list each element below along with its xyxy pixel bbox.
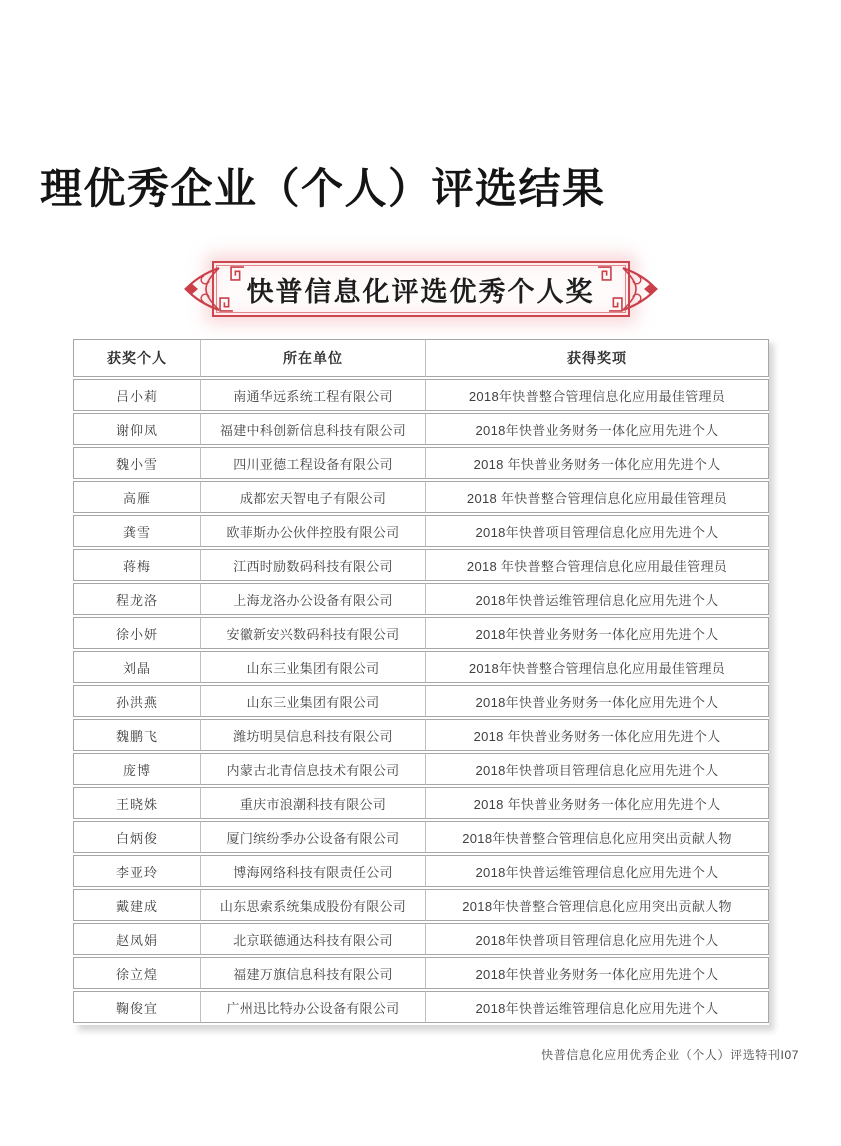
square-spiral-icon — [597, 266, 612, 281]
col-header-winner: 获奖个人 — [73, 339, 201, 377]
table-row — [73, 787, 769, 819]
table-row — [73, 515, 769, 547]
cell-award: 2018年快普运维管理信息化应用先进个人 — [426, 855, 769, 887]
cell-award: 2018年快普业务财务一体化应用先进个人 — [426, 413, 769, 445]
awards-table-body — [73, 379, 769, 1023]
square-spiral-icon — [230, 266, 245, 281]
table-row — [73, 753, 769, 785]
table-row — [73, 379, 769, 411]
banner-label: 快普信息化评选优秀个人奖 — [246, 276, 595, 307]
col-header-award: 获得奖项 — [426, 339, 769, 377]
table-row — [73, 481, 769, 513]
cell-name: 魏小雪 — [73, 447, 201, 479]
cell-name: 徐立煌 — [73, 957, 201, 989]
cell-award: 2018 年快普整合管理信息化应用最佳管理员 — [426, 481, 769, 513]
cell-award: 2018年快普业务财务一体化应用先进个人 — [426, 685, 769, 717]
table-row — [73, 991, 769, 1023]
table-row — [73, 855, 769, 887]
cell-company: 潍坊明昊信息科技有限公司 — [201, 719, 426, 751]
table-row — [73, 957, 769, 989]
award-banner — [212, 261, 630, 317]
cell-name: 吕小莉 — [73, 379, 201, 411]
table-row — [73, 413, 769, 445]
table-header-row — [73, 339, 769, 377]
cell-company: 四川亚德工程设备有限公司 — [201, 447, 426, 479]
cell-company: 北京联德通达科技有限公司 — [201, 923, 426, 955]
cell-company: 博海网络科技有限责任公司 — [201, 855, 426, 887]
cell-award: 2018年快普整合管理信息化应用最佳管理员 — [426, 651, 769, 683]
cell-company: 山东思索系统集成股份有限公司 — [201, 889, 426, 921]
cell-award: 2018年快普整合管理信息化应用突出贡献人物 — [426, 821, 769, 853]
table-row — [73, 923, 769, 955]
cell-company: 厦门缤纷季办公设备有限公司 — [201, 821, 426, 853]
cell-award: 2018年快普项目管理信息化应用先进个人 — [426, 515, 769, 547]
cell-award: 2018年快普整合管理信息化应用突出贡献人物 — [426, 889, 769, 921]
cell-name: 鞠俊宜 — [73, 991, 201, 1023]
cell-award: 2018年快普整合管理信息化应用最佳管理员 — [426, 379, 769, 411]
cell-name: 孙洪燕 — [73, 685, 201, 717]
cell-name: 龚雪 — [73, 515, 201, 547]
table-row — [73, 651, 769, 683]
cell-name: 蒋梅 — [73, 549, 201, 581]
cell-company: 福建中科创新信息科技有限公司 — [201, 413, 426, 445]
cell-company: 成都宏天智电子有限公司 — [201, 481, 426, 513]
cell-award: 2018 年快普整合管理信息化应用最佳管理员 — [426, 549, 769, 581]
cell-name: 谢仰凤 — [73, 413, 201, 445]
table-row — [73, 685, 769, 717]
award-banner-frame — [212, 261, 630, 317]
footer-page-note: 快普信息化应用优秀企业（个人）评选特刊I07 — [541, 1048, 799, 1062]
cell-name: 高雁 — [73, 481, 201, 513]
table-row — [73, 447, 769, 479]
page-title: 理优秀企业（个人）评选结果 — [40, 165, 606, 212]
cell-company: 南通华远系统工程有限公司 — [201, 379, 426, 411]
cell-company: 欧菲斯办公伙伴控股有限公司 — [201, 515, 426, 547]
cell-award: 2018年快普运维管理信息化应用先进个人 — [426, 583, 769, 615]
cell-company: 广州迅比特办公设备有限公司 — [201, 991, 426, 1023]
table-row — [73, 583, 769, 615]
cell-award: 2018年快普业务财务一体化应用先进个人 — [426, 617, 769, 649]
cell-company: 山东三业集团有限公司 — [201, 651, 426, 683]
cell-company: 福建万旗信息科技有限公司 — [201, 957, 426, 989]
cell-name: 李亚玲 — [73, 855, 201, 887]
table-row — [73, 617, 769, 649]
cell-award: 2018 年快普业务财务一体化应用先进个人 — [426, 719, 769, 751]
table-row — [73, 821, 769, 853]
cell-name: 白炳俊 — [73, 821, 201, 853]
cell-company: 山东三业集团有限公司 — [201, 685, 426, 717]
scroll-flourish-icon — [620, 261, 660, 317]
scroll-flourish-icon — [182, 261, 222, 317]
square-spiral-icon — [219, 297, 234, 312]
cell-award: 2018 年快普业务财务一体化应用先进个人 — [426, 787, 769, 819]
cell-name: 戴建成 — [73, 889, 201, 921]
cell-company: 重庆市浪潮科技有限公司 — [201, 787, 426, 819]
cell-company: 江西时励数码科技有限公司 — [201, 549, 426, 581]
cell-name: 魏鹏飞 — [73, 719, 201, 751]
cell-name: 徐小妍 — [73, 617, 201, 649]
cell-award: 2018年快普运维管理信息化应用先进个人 — [426, 991, 769, 1023]
cell-award: 2018 年快普业务财务一体化应用先进个人 — [426, 447, 769, 479]
cell-name: 王晓姝 — [73, 787, 201, 819]
awards-table — [73, 337, 769, 1025]
table-row — [73, 719, 769, 751]
cell-name: 刘晶 — [73, 651, 201, 683]
cell-company: 上海龙洛办公设备有限公司 — [201, 583, 426, 615]
cell-name: 赵凤娟 — [73, 923, 201, 955]
awards-table-container — [73, 337, 769, 1025]
table-row — [73, 549, 769, 581]
cell-award: 2018年快普业务财务一体化应用先进个人 — [426, 957, 769, 989]
cell-award: 2018年快普项目管理信息化应用先进个人 — [426, 923, 769, 955]
cell-company: 安徽新安兴数码科技有限公司 — [201, 617, 426, 649]
cell-award: 2018年快普项目管理信息化应用先进个人 — [426, 753, 769, 785]
cell-company: 内蒙古北青信息技术有限公司 — [201, 753, 426, 785]
cell-name: 庞博 — [73, 753, 201, 785]
cell-name: 程龙洛 — [73, 583, 201, 615]
table-row — [73, 889, 769, 921]
col-header-company: 所在单位 — [201, 339, 426, 377]
